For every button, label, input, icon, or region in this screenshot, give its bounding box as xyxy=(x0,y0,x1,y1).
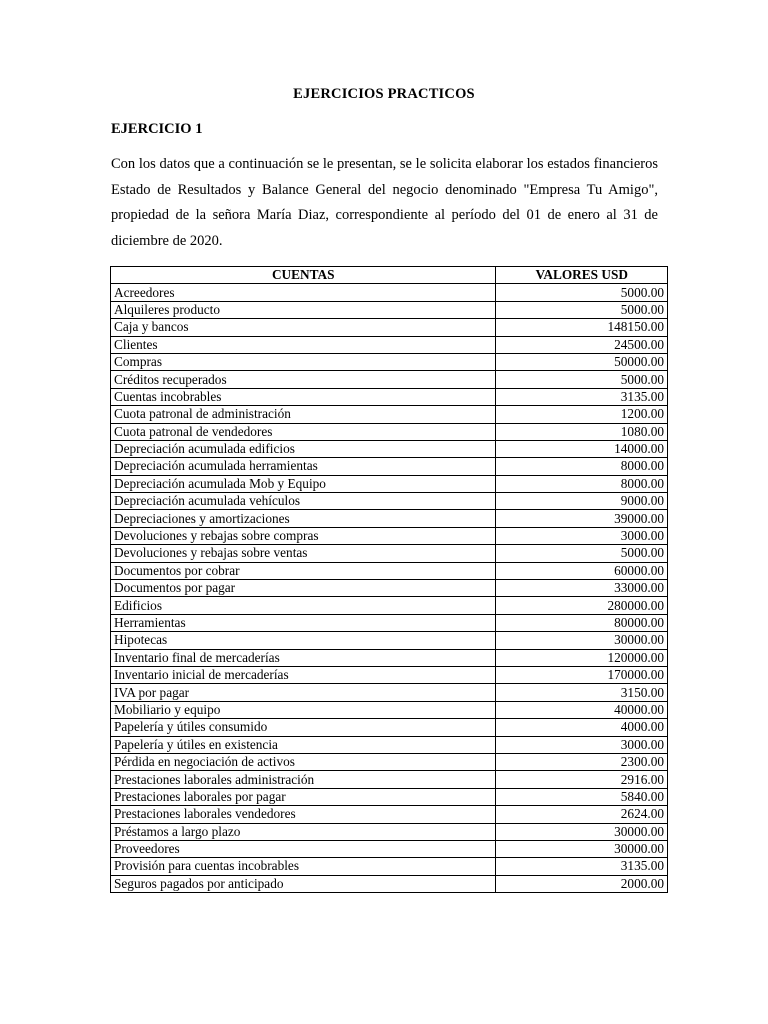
table-row xyxy=(111,823,668,840)
account-name-cell: Pérdida en negociación de activos xyxy=(111,753,496,770)
table-row xyxy=(111,406,668,423)
account-name-cell: Devoluciones y rebajas sobre ventas xyxy=(111,545,496,562)
table-row xyxy=(111,666,668,683)
account-value-cell: 5000.00 xyxy=(496,545,668,562)
table-row xyxy=(111,684,668,701)
header-accounts: CUENTAS xyxy=(111,267,496,284)
table-row xyxy=(111,319,668,336)
account-name-cell: Edificios xyxy=(111,597,496,614)
account-value-cell: 3150.00 xyxy=(496,684,668,701)
account-name-cell: Caja y bancos xyxy=(111,319,496,336)
header-values: VALORES USD xyxy=(496,267,668,284)
account-name-cell: Cuentas incobrables xyxy=(111,388,496,405)
table-header-row xyxy=(111,267,668,284)
table-row xyxy=(111,840,668,857)
account-value-cell: 60000.00 xyxy=(496,562,668,579)
account-name-cell: Depreciaciones y amortizaciones xyxy=(111,510,496,527)
table-row xyxy=(111,580,668,597)
account-name-cell: Prestaciones laborales administración xyxy=(111,771,496,788)
account-name-cell: Prestaciones laborales por pagar xyxy=(111,788,496,805)
account-name-cell: Clientes xyxy=(111,336,496,353)
account-name-cell: Depreciación acumulada vehículos xyxy=(111,493,496,510)
account-name-cell: Alquileres producto xyxy=(111,301,496,318)
account-value-cell: 5000.00 xyxy=(496,284,668,301)
account-name-cell: Acreedores xyxy=(111,284,496,301)
table-row xyxy=(111,719,668,736)
account-value-cell: 5840.00 xyxy=(496,788,668,805)
account-value-cell: 2000.00 xyxy=(496,875,668,892)
table-row xyxy=(111,562,668,579)
account-name-cell: Documentos por cobrar xyxy=(111,562,496,579)
table-row xyxy=(111,423,668,440)
table-row xyxy=(111,788,668,805)
table-row xyxy=(111,545,668,562)
account-value-cell: 1200.00 xyxy=(496,406,668,423)
account-value-cell: 8000.00 xyxy=(496,475,668,492)
account-value-cell: 30000.00 xyxy=(496,632,668,649)
table-row xyxy=(111,510,668,527)
account-value-cell: 148150.00 xyxy=(496,319,668,336)
account-name-cell: Herramientas xyxy=(111,614,496,631)
account-name-cell: Papelería y útiles en existencia xyxy=(111,736,496,753)
table-row xyxy=(111,597,668,614)
account-value-cell: 8000.00 xyxy=(496,458,668,475)
table-row xyxy=(111,440,668,457)
account-value-cell: 33000.00 xyxy=(496,580,668,597)
account-value-cell: 120000.00 xyxy=(496,649,668,666)
account-name-cell: Papelería y útiles consumido xyxy=(111,719,496,736)
account-value-cell: 280000.00 xyxy=(496,597,668,614)
account-name-cell: Proveedores xyxy=(111,840,496,857)
page-title: EJERCICIOS PRACTICOS xyxy=(293,86,475,102)
account-name-cell: Préstamos a largo plazo xyxy=(111,823,496,840)
account-value-cell: 170000.00 xyxy=(496,666,668,683)
table-row xyxy=(111,858,668,875)
account-value-cell: 3000.00 xyxy=(496,736,668,753)
table-row xyxy=(111,875,668,892)
account-name-cell: Créditos recuperados xyxy=(111,371,496,388)
account-value-cell: 14000.00 xyxy=(496,440,668,457)
account-value-cell: 1080.00 xyxy=(496,423,668,440)
account-name-cell: Depreciación acumulada herramientas xyxy=(111,458,496,475)
table-row xyxy=(111,284,668,301)
account-value-cell: 24500.00 xyxy=(496,336,668,353)
account-value-cell: 30000.00 xyxy=(496,823,668,840)
table-row xyxy=(111,388,668,405)
account-value-cell: 3000.00 xyxy=(496,527,668,544)
account-value-cell: 2300.00 xyxy=(496,753,668,770)
table-row xyxy=(111,632,668,649)
account-value-cell: 3135.00 xyxy=(496,388,668,405)
table-row xyxy=(111,527,668,544)
account-name-cell: Documentos por pagar xyxy=(111,580,496,597)
account-value-cell: 30000.00 xyxy=(496,840,668,857)
table-row xyxy=(111,649,668,666)
table-row xyxy=(111,736,668,753)
table-row xyxy=(111,493,668,510)
account-name-cell: Mobiliario y equipo xyxy=(111,701,496,718)
table-row xyxy=(111,301,668,318)
table-row xyxy=(111,806,668,823)
table-row xyxy=(111,614,668,631)
exercise-heading: EJERCICIO 1 xyxy=(111,121,203,137)
accounts-table xyxy=(110,266,668,893)
table-row xyxy=(111,353,668,370)
account-value-cell: 2624.00 xyxy=(496,806,668,823)
account-name-cell: Cuota patronal de administración xyxy=(111,406,496,423)
account-value-cell: 9000.00 xyxy=(496,493,668,510)
account-name-cell: Compras xyxy=(111,353,496,370)
account-value-cell: 5000.00 xyxy=(496,301,668,318)
account-value-cell: 4000.00 xyxy=(496,719,668,736)
account-name-cell: Depreciación acumulada Mob y Equipo xyxy=(111,475,496,492)
account-name-cell: Depreciación acumulada edificios xyxy=(111,440,496,457)
account-value-cell: 3135.00 xyxy=(496,858,668,875)
table-row xyxy=(111,701,668,718)
table-row xyxy=(111,753,668,770)
account-name-cell: Inventario final de mercaderías xyxy=(111,649,496,666)
table-row xyxy=(111,336,668,353)
account-name-cell: Devoluciones y rebajas sobre compras xyxy=(111,527,496,544)
account-name-cell: Inventario inicial de mercaderías xyxy=(111,666,496,683)
account-value-cell: 50000.00 xyxy=(496,353,668,370)
account-name-cell: Prestaciones laborales vendedores xyxy=(111,806,496,823)
table-row xyxy=(111,771,668,788)
account-value-cell: 39000.00 xyxy=(496,510,668,527)
account-value-cell: 5000.00 xyxy=(496,371,668,388)
account-name-cell: Seguros pagados por anticipado xyxy=(111,875,496,892)
account-name-cell: Provisión para cuentas incobrables xyxy=(111,858,496,875)
table-row xyxy=(111,371,668,388)
account-name-cell: IVA por pagar xyxy=(111,684,496,701)
account-value-cell: 40000.00 xyxy=(496,701,668,718)
table-row xyxy=(111,458,668,475)
intro-paragraph: Con los datos que a continuación se le presentan, se le solicita elaborar los estados financieros Estado de Resultados y Balance General del negocio denominado "Empresa Tu Amigo", propiedad de la señora María Diaz, correspondiente al período del 01 de enero al 31 de diciembre de 2020. xyxy=(111,156,658,249)
table-body xyxy=(111,284,668,893)
account-value-cell: 80000.00 xyxy=(496,614,668,631)
account-name-cell: Cuota patronal de vendedores xyxy=(111,423,496,440)
account-value-cell: 2916.00 xyxy=(496,771,668,788)
table-row xyxy=(111,475,668,492)
account-name-cell: Hipotecas xyxy=(111,632,496,649)
